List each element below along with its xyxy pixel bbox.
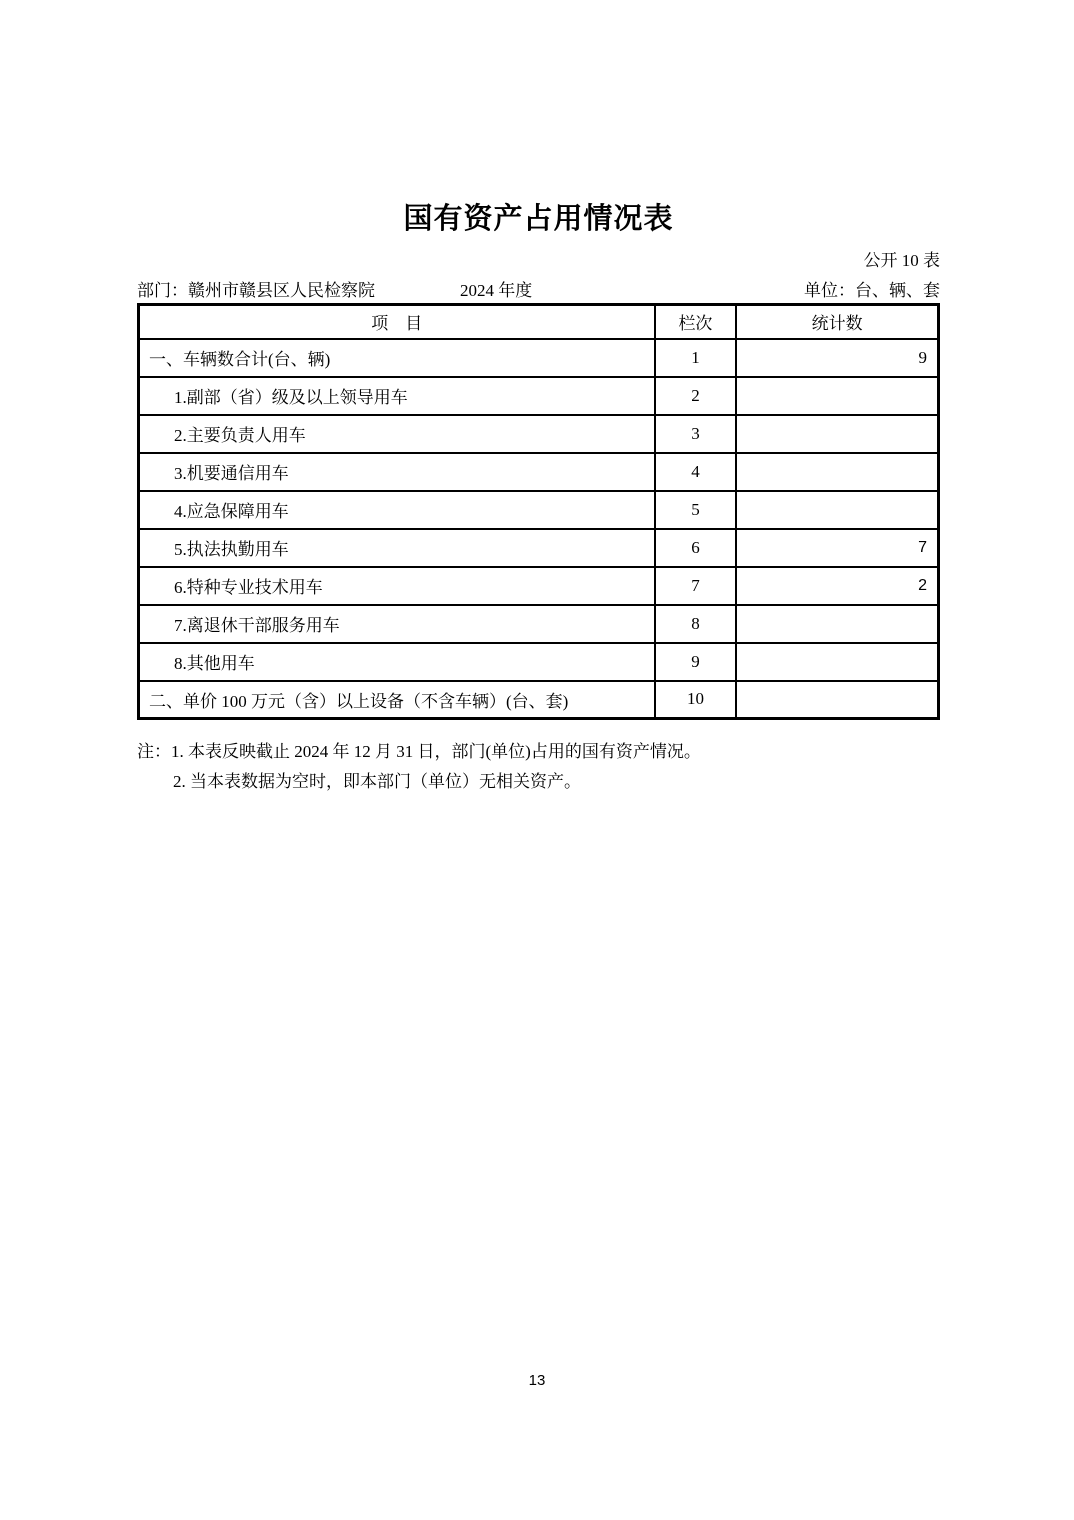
- table-row: [139, 415, 939, 453]
- row-item: 6.特种专业技术用车: [139, 567, 655, 605]
- table-row: [139, 529, 939, 567]
- table-header-row: [139, 305, 939, 339]
- table-row: [139, 567, 939, 605]
- row-value: [736, 491, 938, 529]
- note-line-1: 注：1. 本表反映截止 2024 年 12 月 31 日，部门(单位)占用的国有资产情况。: [137, 742, 701, 761]
- row-value: [736, 377, 938, 415]
- year-label: 2024 年度: [460, 281, 533, 300]
- table-row: [139, 453, 939, 491]
- row-column-no: 5: [655, 491, 737, 529]
- row-value: [736, 453, 938, 491]
- table-row: [139, 681, 939, 719]
- row-item: 一、车辆数合计(台、辆): [139, 339, 655, 377]
- row-column-no: 10: [655, 681, 737, 719]
- header-item: 项 目: [139, 305, 655, 339]
- header-column-no: 栏次: [655, 305, 737, 339]
- table-row: [139, 491, 939, 529]
- table-row: [139, 643, 939, 681]
- row-value: [736, 415, 938, 453]
- table-code-label: 公开 10 表: [863, 251, 940, 270]
- row-value: [736, 681, 938, 719]
- table-row: [139, 605, 939, 643]
- unit-label: 单位：台、辆、套: [804, 281, 940, 300]
- row-column-no: 7: [655, 567, 737, 605]
- row-item: 8.其他用车: [139, 643, 655, 681]
- row-item: 2.主要负责人用车: [139, 415, 655, 453]
- row-column-no: 4: [655, 453, 737, 491]
- header-value: 统计数: [736, 305, 938, 339]
- row-value: 9: [736, 339, 938, 377]
- row-column-no: 3: [655, 415, 737, 453]
- table-row: [139, 339, 939, 377]
- row-column-no: 9: [655, 643, 737, 681]
- page-title: 国有资产占用情况表: [403, 203, 674, 235]
- row-item: 3.机要通信用车: [139, 453, 655, 491]
- page-number: 13: [528, 1372, 546, 1389]
- row-value: [736, 605, 938, 643]
- row-value: 7: [736, 529, 938, 567]
- table-notes: [137, 737, 940, 797]
- row-column-no: 8: [655, 605, 737, 643]
- row-item: 二、单价 100 万元（含）以上设备（不含车辆）(台、套): [139, 681, 655, 719]
- department-label: 部门：赣州市赣县区人民检察院: [137, 281, 375, 300]
- table-meta-line: [137, 276, 940, 301]
- asset-occupancy-table: [137, 303, 940, 720]
- row-item: 4.应急保障用车: [139, 491, 655, 529]
- row-value: [736, 643, 938, 681]
- table-row: [139, 377, 939, 415]
- row-column-no: 1: [655, 339, 737, 377]
- row-value: 2: [736, 567, 938, 605]
- row-item: 7.离退休干部服务用车: [139, 605, 655, 643]
- note-line-2: 2. 当本表数据为空时，即本部门（单位）无相关资产。: [173, 772, 581, 791]
- row-item: 1.副部（省）级及以上领导用车: [139, 377, 655, 415]
- row-column-no: 2: [655, 377, 737, 415]
- row-item: 5.执法执勤用车: [139, 529, 655, 567]
- row-column-no: 6: [655, 529, 737, 567]
